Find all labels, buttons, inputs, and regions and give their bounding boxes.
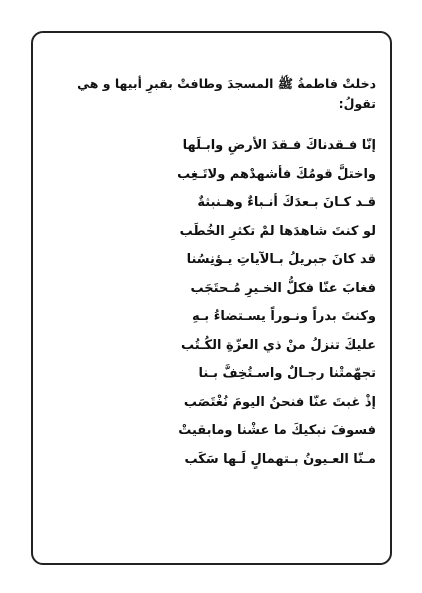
verse-line: إنّا فـقدناكَ فـقدَ الأرضِ وابـلَها: [182, 138, 376, 153]
verse-line: فسوفَ نبكيكَ ما عشْنا ومابقيتْ: [178, 423, 376, 438]
verse-line: لو كنتَ شاهدَها لمْ تكثرِ الخُطَب: [179, 223, 376, 239]
verse-line: إذْ غبتَ عنّا فنحنُ اليومَ نُغْتَصَب: [183, 394, 376, 410]
verse-line: واختلَّ قومُكَ فأشهدْهم ولاتَـغِب: [177, 166, 376, 182]
verse-line: فغابَ عنّا فكلُّ الخـيرِ مُـحتَجَب: [190, 280, 376, 296]
intro-line: دخلتْ فاطمةُ ﷺ المسجدَ وطافتْ بقبرِ أبيها و هي تقولُ:: [77, 76, 376, 111]
verse-line: عليكَ تنزلُ منْ ذي العزّةِ الكُـتُب: [181, 337, 376, 353]
poem-verses: [40, 132, 376, 474]
verse-line: مـنّا العـيونُ بـتهمالٍ لَـها سَكَب: [184, 451, 376, 467]
verse-line: تجهّمتْنا رجـالٌ واسـتُخِفَّ بـنا: [198, 366, 376, 381]
verse-line: قـد كـانَ بـعدَكَ أنـباءٌ وهـنبثةٌ: [197, 195, 376, 210]
verse-line: وكنتَ بدراً ونـوراً يسـتضاءُ بـهِ: [191, 309, 376, 324]
verse-line: قد كانَ جبريلُ بـالآياتِ يـؤنِسُنا: [186, 252, 376, 267]
page-content: [40, 74, 376, 474]
